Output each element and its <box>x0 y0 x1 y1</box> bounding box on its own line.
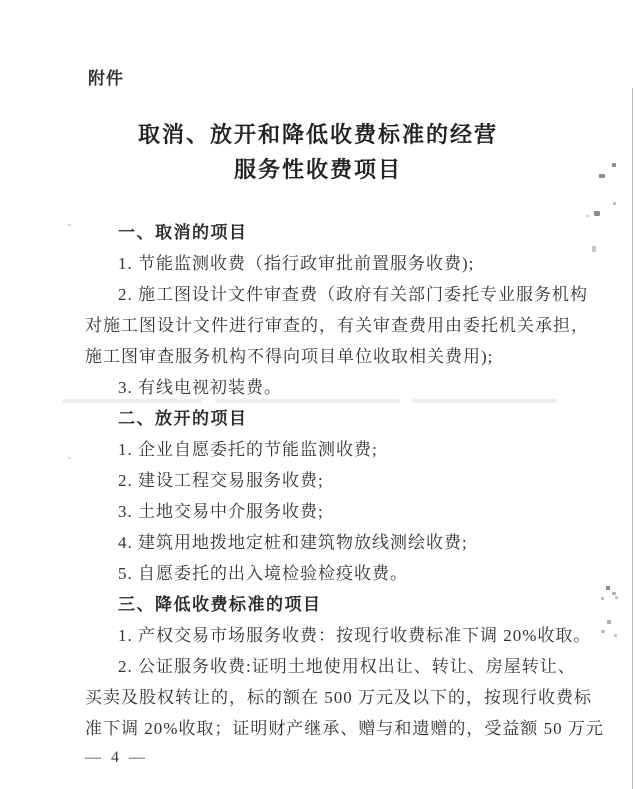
scan-speck <box>612 592 616 595</box>
text-line: 1. 企业自愿委托的节能监测收费; <box>118 440 378 459</box>
text-line: 施工图审查服务机构不得向项目单位收取相关费用); <box>85 347 494 366</box>
scan-streak <box>412 399 557 403</box>
scan-speck <box>614 634 617 637</box>
scan-speck <box>606 586 610 590</box>
scan-speck <box>594 211 600 216</box>
text-line: 1. 节能监测收费（指行政审批前置服务收费); <box>118 254 475 273</box>
text-line: 3. 土地交易中介服务收费; <box>118 502 324 521</box>
scan-speck <box>601 630 605 633</box>
text-line: 2. 建设工程交易服务收费; <box>118 471 324 490</box>
text-line: 2. 施工图设计文件审查费（政府有关部门委托专业服务机构 <box>118 285 588 304</box>
section-heading: 二、放开的项目 <box>118 409 248 428</box>
scan-streak <box>215 399 400 403</box>
text-line: 买卖及股权转让的，标的额在 500 万元及以下的，按现行收费标 <box>85 688 592 707</box>
text-line: 2. 公证服务收费:证明土地使用权出让、转让、房屋转让、 <box>118 657 576 676</box>
text-line: 3. 有线电视初装费。 <box>118 378 282 397</box>
section-heading: 三、降低收费标准的项目 <box>118 595 322 614</box>
document-title <box>0 117 636 187</box>
scan-speck <box>612 163 616 167</box>
text-line: 对施工图设计文件进行审查的，有关审查费用由委托机关承担， <box>85 316 589 335</box>
section-heading: 一、取消的项目 <box>118 223 248 242</box>
scan-speck <box>586 215 589 217</box>
text-line: 准下调 20%收取；证明财产继承、赠与和遗赠的，受益额 50 万元 <box>85 719 604 738</box>
scan-speck <box>613 202 616 205</box>
text-line: 5. 自愿委托的出入境检验检疫收费。 <box>118 564 408 583</box>
scan-speck <box>599 174 605 178</box>
text-line: 1. 产权交易市场服务收费：按现行收费标准下调 20%收取。 <box>118 626 592 645</box>
attachment-label: 附件 <box>88 69 124 88</box>
scan-speck <box>68 457 71 459</box>
page-number: — 4 — <box>85 749 148 766</box>
document-title-line-2: 服务性收费项目 <box>233 157 402 182</box>
scan-edge-line <box>632 88 633 789</box>
document-body <box>85 217 605 744</box>
scan-speck <box>68 224 71 226</box>
scan-speck <box>601 597 604 600</box>
scan-speck <box>592 246 596 252</box>
document-title-line-1: 取消、放开和降低收费标准的经营 <box>137 122 498 147</box>
text-line: 4. 建筑用地拨地定桩和建筑物放线测绘收费; <box>118 533 468 552</box>
scan-speck <box>607 620 611 624</box>
scan-streak <box>62 399 202 403</box>
scan-speck <box>615 596 618 599</box>
